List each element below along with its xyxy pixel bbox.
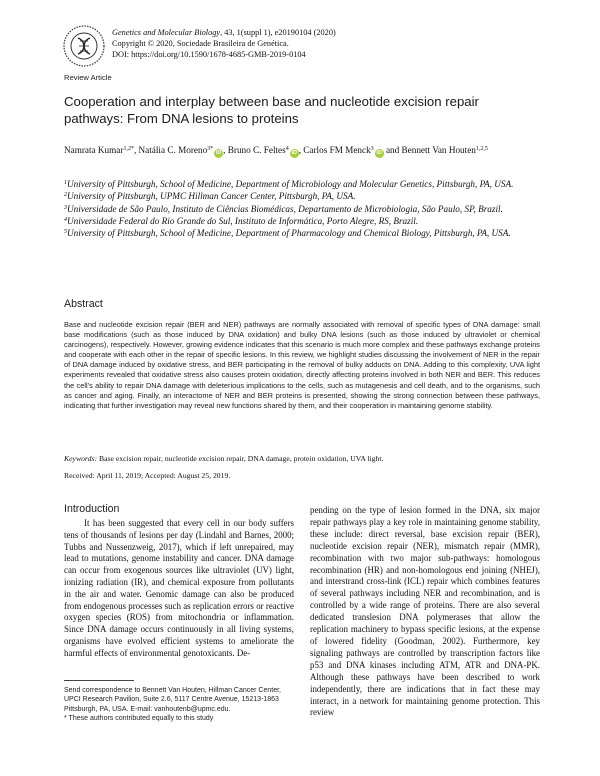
author-name: Bruno C. Feltes: [227, 145, 286, 155]
paragraph: pending on the type of lesion formed in the DNA, six major repair pathways play a key role in maintaining genome stability, these include: direct reversal, base excision repair (BER), nucleotide excision repair (NER), mismatch repair (MMR), recombination with two major sub-pathways: homologous recombination (HR) and non-homologous end joining (NHEJ), and interstrand cross-link (ICL) repair which combines features of several pathways including NER and recombination, and is controlled by a wide range of proteins. There are also several dedicated translesion DNA polymerases that allow the replication machinery to bypass specific lesions, at the expense of lowered fidelity (Goodman, 2002). Furthermore, key signaling pathways are controlled by transcription factors like p53 and DNA kinases including ATM, ATR and DNA-PK. Although these pathways have been described to work independently, there are indications that in fact these may interact, in a network for maintaining genome protection. This review: [310, 505, 540, 718]
orcid-icon[interactable]: iD: [291, 150, 297, 156]
author-name: Namrata Kumar: [64, 145, 124, 155]
affiliations: [64, 178, 544, 239]
author-name: Carlos FM Menck: [303, 145, 371, 155]
introduction-heading: Introduction: [64, 503, 120, 515]
footnote: [64, 686, 298, 724]
orcid-icon[interactable]: iD: [215, 150, 222, 156]
paragraph: It has been suggested that every cell in our body suffers tens of thousands of lesions per day (Lindahl and Barnes, 2000; Tubbs and Nussenzweig, 2017), which if left unrepaired, may lead to mutations, genome instability and cancer. DNA damage can occur from exogenous sources like ultraviolet (UV) light, ionizing radiation (IR), and chemical exposure from pollutants in the air and water. Genomic damage can also be produced from endogenous processes such as replication errors or reactive oxygen species (ROS) from mitochondria or inflammation. Since DNA damage occurs continuously in all living systems, organisms have evolved efficient systems to ameliorate the harmful effects of environmental genotoxicants. De-: [64, 518, 294, 658]
copyright: Copyright © 2020, Sociedade Brasileira de Genética.: [112, 39, 289, 48]
equal-contribution-note: * These authors contributed equally to this study: [64, 715, 214, 723]
orcid-icon[interactable]: iD: [376, 150, 382, 156]
affiliation-item: $^5$University of Pittsburgh, School of Medicine, Department of Pharmacology and Chemical Biology, Pittsburgh, PA, USA.: [64, 228, 511, 239]
journal-logo: [62, 24, 106, 68]
author-name: Bennett Van Houten: [401, 145, 476, 155]
keywords: Keywords: Base excision repair, nucleotide excision repair, DNA damage, protein oxidation, UVA light.: [64, 454, 384, 463]
article-title: Cooperation and interplay between base and nucleotide excision repair pathways: From DNA lesions to proteins: [64, 94, 479, 126]
introduction-left-column: [64, 518, 294, 660]
journal-citation: Genetics and Molecular Biology, 43, 1(suppl 1), e20190104 (2020): [112, 28, 336, 37]
author-list: Namrata Kumar$^{1,2*}$, Natália C. Moreno$^{3*}$iD , Bruno C. Feltes$^4$iD , Carlos FM Menck$^3$iD and Bennett Van Houten$^{1,2,5}$: [64, 145, 488, 156]
correspondence-note: Send correspondence to Bennett Van Houten, Hillman Cancer Center, UPCI Research Pavilion, Suite 2.6, 5117 Centre Avenue, 15213-1863 Pittsburgh, PA, USA. E-mail: vanhoutenb@upmc.edu.: [64, 687, 281, 713]
introduction-right-column: [310, 505, 540, 719]
affiliation-item: $^3$Universidade de São Paulo, Instituto de Ciências Biomédicas, Departamento de Microbiologia, São Paulo, SP, Brazil.: [64, 203, 503, 214]
affiliation-item: $^4$Universidade Federal do Rio Grande do Sul, Instituto de Informática, Porto Alegre, RS, Brazil.: [64, 215, 419, 226]
abstract-text: Base and nucleotide excision repair (BER and NER) pathways are normally associated with removal of specific types of DNA damage: small base modifications (such as those induced by DNA oxidation) and bulky DNA lesions (such as those induced by ultraviolet or chemical carcinogens), respectively. However, growing evidence indicates that this scenario is much more complex and these pathways exchange proteins and cooperate with each other in the repair of specific lesions. In this review, we highlight studies discussing the involvement of NER in the repair of DNA damage induced by oxidative stress, and BER participating in the removal of bulky adducts on DNA. Adding to this complexity, UVA light experiments revealed that oxidative stress also causes protein oxidation, directly affecting proteins involved in both NER and BER. This reduces the cell’s ability to repair DNA damage with deleterious implications to the cells, such as mutagenesis and cell death, and to the organisms, such as cancer and aging. Finally, an interactome of NER and BER proteins is presented, showing the strong connection between these pathways, indicating that further investigation may reveal new functions shared by them, and their cooperation in maintaining genome stability.: [64, 320, 540, 410]
article-type: Review Article: [64, 73, 112, 82]
received-dates: Received: April 11, 2019; Accepted: August 25, 2019.: [64, 471, 231, 480]
footnote-divider: [64, 680, 134, 681]
abstract-heading: Abstract: [64, 298, 103, 310]
doi-link[interactable]: DOI: https://doi.org/10.1590/1678-4685-GMB-2019-0104: [112, 50, 306, 59]
affiliation-item: $^1$University of Pittsburgh, School of Medicine, Department of Microbiology and Molecular Genetics, Pittsburgh, PA, USA.: [64, 179, 514, 189]
author-name: Natália C. Moreno: [138, 145, 208, 155]
journal-name: Genetics and Molecular Biology: [112, 28, 221, 37]
affiliation-item: $^2$University of Pittsburgh, UPMC Hillman Cancer Center, Pittsburgh, PA, USA.: [64, 191, 356, 202]
journal-header: [112, 27, 552, 60]
keywords-label: Keywords:: [64, 454, 98, 463]
